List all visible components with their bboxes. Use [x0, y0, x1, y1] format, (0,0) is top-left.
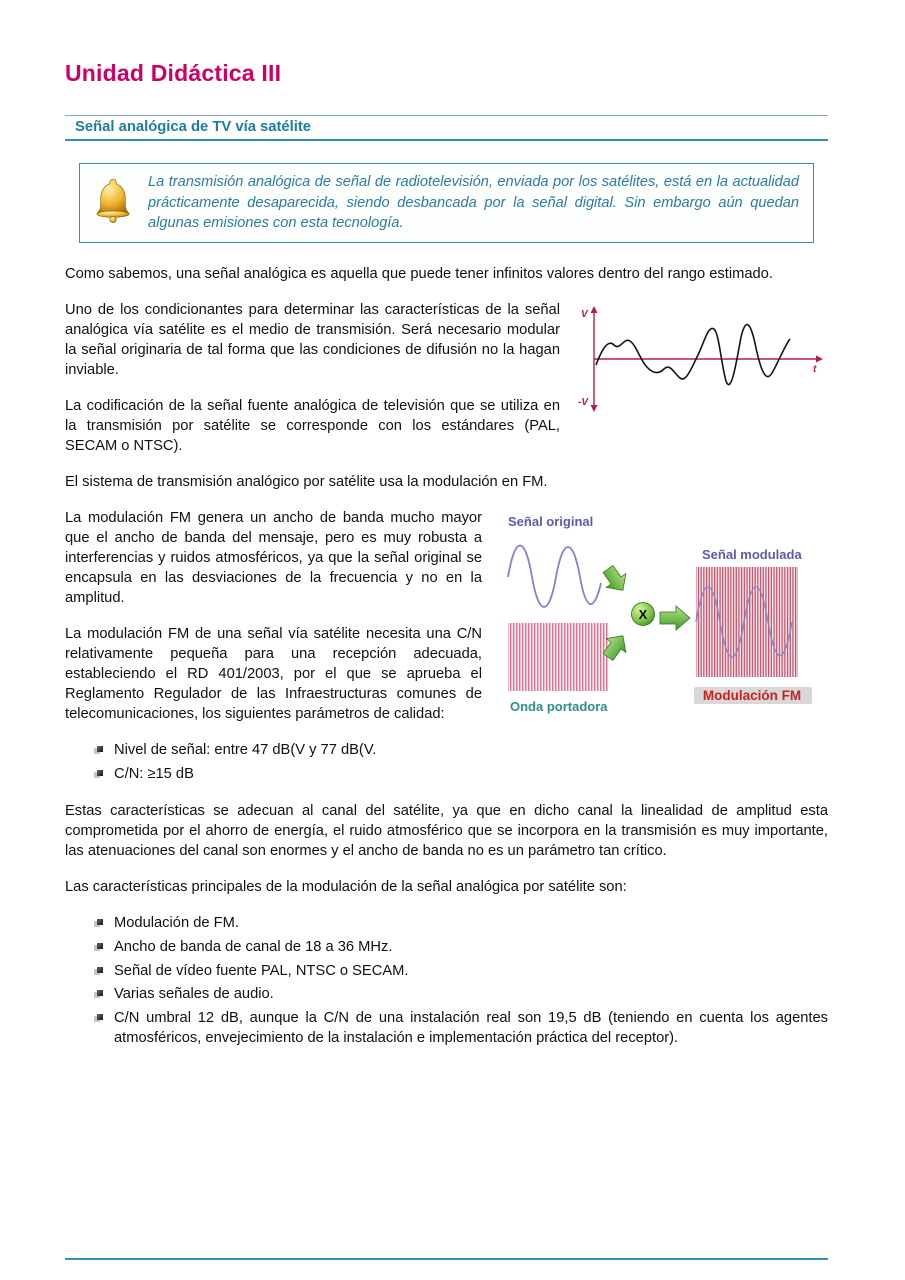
multiplier-x-label: X [638, 607, 648, 623]
section-fm-modulation [65, 509, 828, 784]
label-original-signal: Señal original [508, 514, 594, 530]
bell-icon [94, 177, 132, 230]
axis-label-neg-v: -V [578, 397, 588, 409]
label-fm-modulation: Modulación FM [702, 688, 802, 704]
callout-text: La transmisión analógica de señal de radiotelevisión, enviada por los satélites, está en la actualidad prácticamente desaparecida, siendo desbancada por la señal digital. Sin embargo aún quedan algunas emisiones con esta tecnología. [148, 174, 799, 232]
paragraph-cn: La modulación FM de una señal vía satélite necesita una C/N relativamente pequeña para una recepción adecuada, estableciendo el RD 401/2003, por el que se aprueba el Reglamento Regulador de las Infraestructuras comunes de telecomunicaciones, los siguientes parámetros de calidad: [65, 625, 482, 722]
analog-waveform [596, 325, 790, 385]
list-item: C/N: ≥15 dB [97, 765, 828, 785]
arrow-to-modulated [660, 606, 690, 630]
list-item: Varias señales de audio. [97, 985, 828, 1005]
paragraph-channel: Estas características se adecuan al canal del satélite, ya que en dicho canal la linealidad de amplitud esta comprometida por el ahorro de energía, el ruido atmosférico que se incorpora en la transmisión es muy importante, las atenuaciones del canal son enormes y el ancho de banda no es un parámetro tan crítico. [65, 803, 828, 860]
list-item: Señal de vídeo fuente PAL, NTSC o SECAM. [97, 962, 828, 982]
footer-rule [65, 1258, 828, 1260]
list-item: C/N umbral 12 dB, aunque la C/N de una instalación real son 19,5 dB (teniendo en cuenta los agentes atmosféricos, envejecimiento de la instalación e implementación práctica del receptor). [97, 1009, 828, 1048]
section-title: Señal analógica de TV vía satélite [65, 116, 828, 141]
carrier-wave [508, 623, 608, 691]
paragraph-conditions: Uno de los condicionantes para determinar las características de la señal analógica vía satélite es el medio de transmisión. Será necesario modular la señal originaria de tal forma que las condiciones de difusión no la hagan inviable. [65, 302, 560, 379]
list-item: Nivel de señal: entre 47 dB(V y 77 dB(V. [97, 741, 828, 761]
axis-label-v: V [581, 309, 588, 321]
modulated-wave [696, 567, 798, 677]
label-modulated-signal: Señal modulada [702, 547, 802, 563]
original-sine-wave [508, 546, 601, 608]
paragraph-fm-bandwidth: La modulación FM genera un ancho de banda mucho mayor que el ancho de banda del mensaje, pero es muy robusta a interferencias y ruidos atmosféricos, ya que la señal original se encapsula en las desviaciones de la frecuencia y no en la amplitud. [65, 510, 482, 606]
list-item: Ancho de banda de canal de 18 a 36 MHz. [97, 938, 828, 958]
quality-parameters-list [97, 741, 828, 784]
fm-modulation-figure [498, 511, 828, 731]
paragraph-features-intro: Las características principales de la modulación de la señal analógica por satélite son: [65, 879, 627, 896]
section-analog-wave [65, 301, 828, 457]
paragraph-intro: Como sabemos, una señal analógica es aquella que puede tener infinitos valores dentro del rango estimado. [65, 266, 773, 283]
paragraph-coding: La codificación de la señal fuente analógica de televisión que se utiliza en la transmisión por satélite se corresponde con los estándares (PAL, SECAM o NTSC). [65, 398, 560, 455]
axis-label-t: t [813, 364, 817, 376]
page-title: Unidad Didáctica III [65, 60, 282, 86]
features-list [97, 914, 828, 1048]
callout-box [79, 163, 814, 243]
paragraph-fm-system: El sistema de transmisión analógico por satélite usa la modulación en FM. [65, 474, 548, 491]
analog-signal-figure [578, 303, 828, 420]
label-carrier-wave: Onda portadora [510, 699, 608, 715]
section-header [65, 115, 828, 141]
arrow-from-original [598, 562, 633, 597]
list-item: Modulación de FM. [97, 914, 828, 934]
